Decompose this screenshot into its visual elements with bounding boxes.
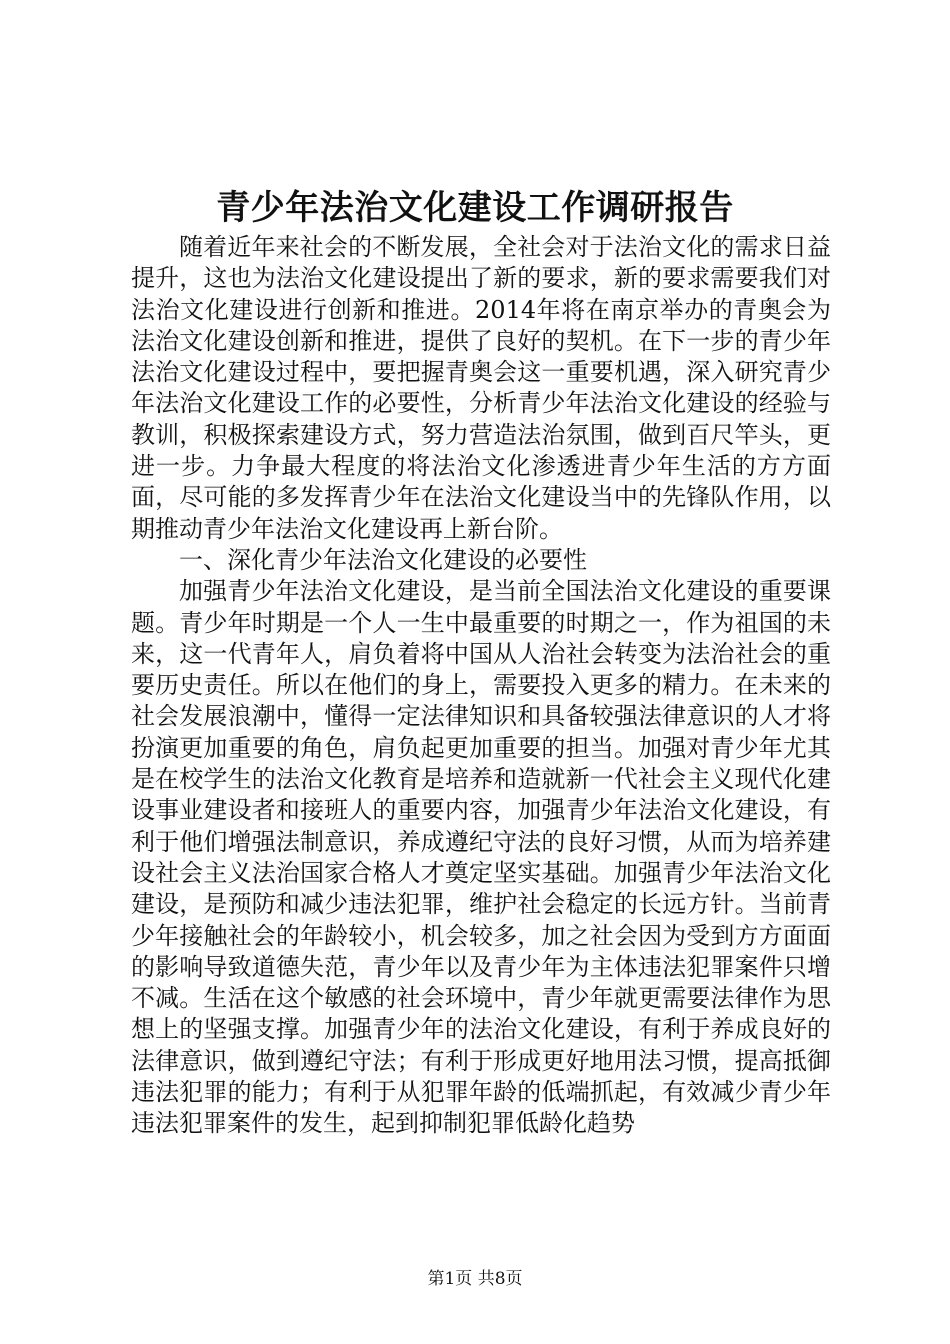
- document-title: 青少年法治文化建设工作调研报告: [216, 188, 734, 228]
- document-body: [131, 232, 831, 1140]
- intro-paragraph: 随着近年来社会的不断发展，全社会对于法治文化的需求日益提升，这也为法治文化建设提出了新的要求，新的要求需要我们对法治文化建设进行创新和推进。2014年将在南京举办的青奥会为法治文化建设创新和推进，提供了良好的契机。在下一步的青少年法治文化建设过程中，要把握青奥会这一重要机遇，深入研究青少年法治文化建设工作的必要性，分析青少年法治文化建设的经验与教训，积极探索建设方式，努力营造法治氛围，做到百尺竿头，更进一步。力争最大程度的将法治文化渗透进青少年生活的方方面面，尽可能的多发挥青少年在法治文化建设当中的先锋队作用，以期推动青少年法治文化建设再上新台阶。: [131, 233, 831, 543]
- page-footer: 第1页 共8页: [427, 1269, 523, 1289]
- section-paragraph: 加强青少年法治文化建设，是当前全国法治文化建设的重要课题。青少年时期是一个人一生中最重要的时期之一，作为祖国的未来，这一代青年人，肩负着将中国从人治社会转变为法治社会的重要历史责任。所以在他们的身上，需要投入更多的精力。在未来的社会发展浪潮中，懂得一定法律知识和具备较强法律意识的人才将扮演更加重要的角色，肩负起更加重要的担当。加强对青少年尤其是在校学生的法治文化教育是培养和造就新一代社会主义现代化建设事业建设者和接班人的重要内容，加强青少年法治文化建设，有利于他们增强法制意识，养成遵纪守法的良好习惯，从而为培养建设社会主义法治国家合格人才奠定坚实基础。加强青少年法治文化建设，是预防和减少违法犯罪，维护社会稳定的长远方针。当前青少年接触社会的年龄较小，机会较多，加之社会因为受到方方面面的影响导致道德失范，青少年以及青少年为主体违法犯罪案件只增不减。生活在这个敏感的社会环境中，青少年就更需要法律作为思想上的坚强支撑。加强青少年的法治文化建设，有利于养成良好的法律意识，做到遵纪守法；有利于形成更好地用法习惯，提高抵御违法犯罪的能力；有利于从犯罪年龄的低端抓起，有效减少青少年违法犯罪案件的发生，起到抑制犯罪低龄化趋势: [131, 577, 831, 1138]
- section-heading: 一、深化青少年法治文化建设的必要性: [179, 545, 587, 574]
